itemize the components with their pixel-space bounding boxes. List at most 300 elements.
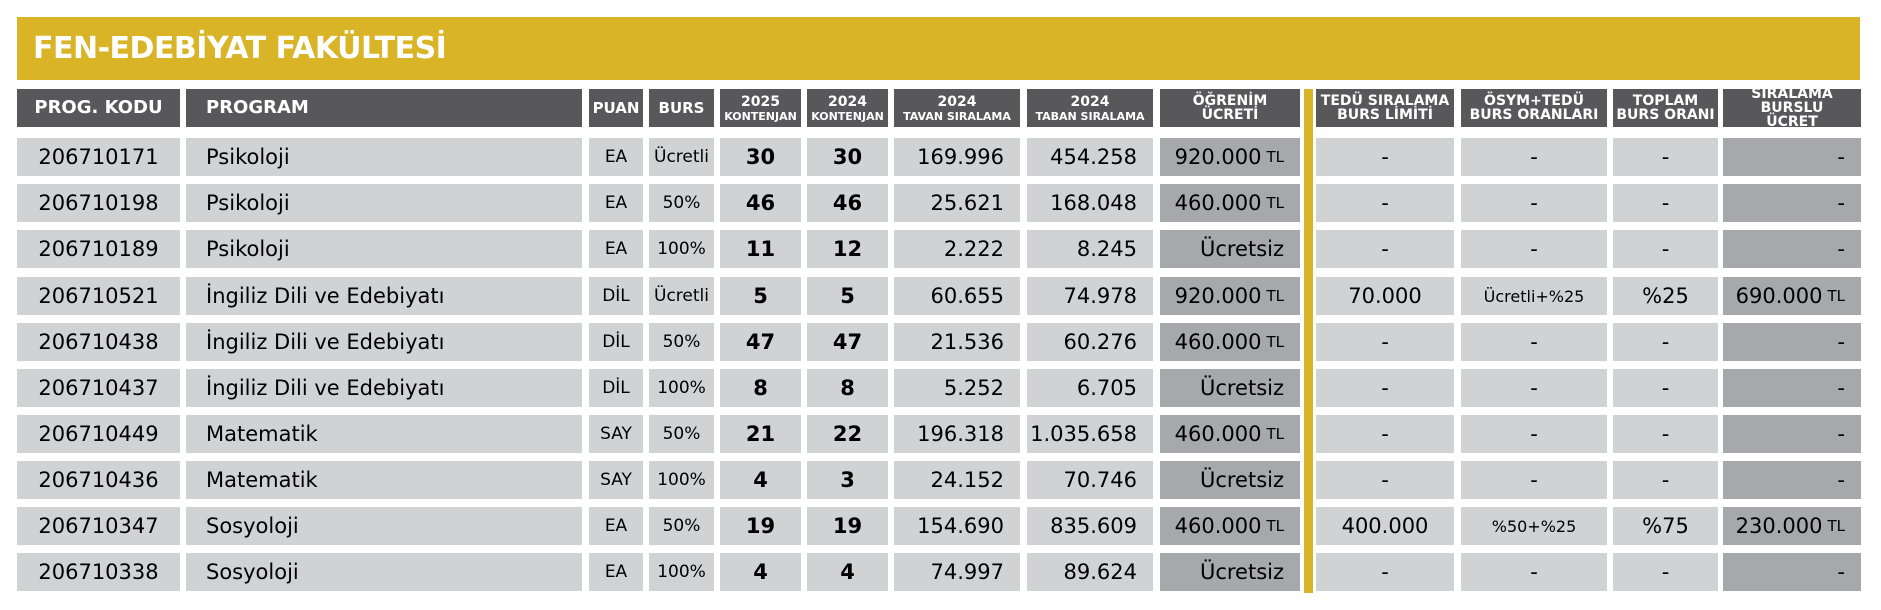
k2025-value: 5 xyxy=(753,284,768,308)
k2024-value: 12 xyxy=(832,237,863,261)
program-value: Matematik xyxy=(206,468,318,492)
cell-tavan xyxy=(894,553,1020,591)
cell-kod xyxy=(17,323,180,361)
header-k2025 xyxy=(720,89,801,127)
cell-sb xyxy=(1723,277,1861,315)
osym-value: - xyxy=(1530,237,1538,261)
program-value: İngiliz Dili ve Edebiyatı xyxy=(206,330,445,354)
cell-k2025 xyxy=(720,415,801,453)
k2024-value: 30 xyxy=(832,145,863,169)
cell-puan xyxy=(589,369,643,407)
cell-taban xyxy=(1027,323,1153,361)
header-toplam xyxy=(1613,89,1718,127)
tavan-value: 5.252 xyxy=(943,376,1004,400)
header-puan: PUAN xyxy=(589,89,643,127)
currency-label: TL xyxy=(1266,517,1284,535)
k2024-value: 46 xyxy=(832,191,863,215)
header-toplam-line1: TOPLAM xyxy=(1632,93,1699,109)
header-taban xyxy=(1027,89,1153,127)
cell-sb xyxy=(1723,461,1861,499)
program-value: Sosyoloji xyxy=(206,514,299,538)
cell-sb xyxy=(1723,369,1861,407)
program-value: Sosyoloji xyxy=(206,560,299,584)
cell-kod xyxy=(17,461,180,499)
cell-toplam xyxy=(1613,277,1718,315)
tavan-value: 25.621 xyxy=(930,191,1004,215)
cell-puan xyxy=(589,553,643,591)
cell-k2024 xyxy=(807,277,888,315)
cell-taban xyxy=(1027,138,1153,176)
cell-k2025 xyxy=(720,138,801,176)
faculty-title-banner xyxy=(17,17,1860,80)
cell-sb xyxy=(1723,553,1861,591)
cell-sb xyxy=(1723,230,1861,268)
currency-label: TL xyxy=(1266,425,1284,443)
cell-ucret xyxy=(1160,553,1300,591)
taban-value: 6.705 xyxy=(1076,376,1137,400)
sb-value: - xyxy=(1837,468,1845,492)
puan-value: DİL xyxy=(602,332,630,352)
cell-toplam xyxy=(1613,184,1718,222)
cell-kod xyxy=(17,277,180,315)
cell-toplam xyxy=(1613,138,1718,176)
sb-value: - xyxy=(1837,560,1845,584)
sb-value: - xyxy=(1837,422,1845,446)
osym-value: - xyxy=(1530,330,1538,354)
tedu-value: - xyxy=(1381,330,1389,354)
cell-sb xyxy=(1723,507,1861,545)
header-ucret xyxy=(1160,89,1300,127)
cell-osym xyxy=(1461,369,1607,407)
puan-value: EA xyxy=(604,562,628,582)
cell-burs xyxy=(649,323,714,361)
cell-taban xyxy=(1027,553,1153,591)
cell-k2025 xyxy=(720,553,801,591)
toplam-value: - xyxy=(1661,376,1670,400)
cell-burs xyxy=(649,277,714,315)
tavan-value: 21.536 xyxy=(930,330,1004,354)
cell-osym xyxy=(1461,323,1607,361)
burs-value: Ücretli xyxy=(654,147,709,167)
toplam-value: - xyxy=(1661,330,1670,354)
cell-tedu xyxy=(1316,461,1454,499)
program-value: Matematik xyxy=(206,422,318,446)
taban-value: 835.609 xyxy=(1050,514,1137,538)
cell-taban xyxy=(1027,277,1153,315)
faculty-title: FEN-EDEBİYAT FAKÜLTESİ xyxy=(33,31,447,66)
header-program: PROGRAM xyxy=(186,89,582,127)
column-divider xyxy=(1304,89,1313,593)
cell-sb xyxy=(1723,415,1861,453)
k2025-value: 11 xyxy=(745,237,776,261)
cell-kod xyxy=(17,553,180,591)
cell-tavan xyxy=(894,369,1020,407)
k2024-value: 3 xyxy=(840,468,855,492)
osym-value: - xyxy=(1530,145,1538,169)
k2024-value: 19 xyxy=(832,514,863,538)
cell-toplam xyxy=(1613,323,1718,361)
cell-burs xyxy=(649,369,714,407)
cell-kod xyxy=(17,369,180,407)
ucret-value: 920.000 xyxy=(1174,145,1262,169)
puan-value: EA xyxy=(604,239,628,259)
osym-value: - xyxy=(1530,422,1538,446)
cell-ucret xyxy=(1160,415,1300,453)
cell-tedu xyxy=(1316,553,1454,591)
tavan-value: 2.222 xyxy=(943,237,1004,261)
taban-value: 60.276 xyxy=(1063,330,1137,354)
taban-value: 454.258 xyxy=(1050,145,1137,169)
cell-ucret xyxy=(1160,323,1300,361)
program-value: Psikoloji xyxy=(206,237,290,261)
k2025-value: 4 xyxy=(753,468,768,492)
sb-value: 230.000 xyxy=(1735,514,1823,538)
cell-k2025 xyxy=(720,369,801,407)
burs-value: 100% xyxy=(657,470,706,490)
currency-label: TL xyxy=(1266,148,1284,166)
cell-program xyxy=(186,553,582,591)
header-siralama-line2: ÜCRET xyxy=(1766,114,1818,130)
cell-program xyxy=(186,369,582,407)
burs-value: 50% xyxy=(662,193,701,213)
currency-label: TL xyxy=(1266,287,1284,305)
kod-value: 206710338 xyxy=(38,560,159,584)
ucret-value: 460.000 xyxy=(1174,330,1262,354)
header-osym xyxy=(1461,89,1607,127)
cell-ucret xyxy=(1160,138,1300,176)
header-k2024 xyxy=(807,89,888,127)
tedu-value: - xyxy=(1381,422,1389,446)
tavan-value: 154.690 xyxy=(917,514,1004,538)
k2024-value: 47 xyxy=(832,330,863,354)
ucret-value: Ücretsiz xyxy=(1199,376,1284,400)
cell-ucret xyxy=(1160,461,1300,499)
cell-toplam xyxy=(1613,369,1718,407)
tavan-value: 196.318 xyxy=(917,422,1004,446)
cell-puan xyxy=(589,323,643,361)
cell-puan xyxy=(589,277,643,315)
header-k2024-line2: KONTENJAN xyxy=(811,109,884,123)
taban-value: 74.978 xyxy=(1063,284,1137,308)
kod-value: 206710449 xyxy=(38,422,159,446)
tedu-value: 400.000 xyxy=(1341,514,1429,538)
cell-taban xyxy=(1027,369,1153,407)
toplam-value: - xyxy=(1661,422,1670,446)
cell-k2024 xyxy=(807,415,888,453)
header-siralama-line1: SIRALAMA BURSLU xyxy=(1751,86,1833,116)
cell-k2025 xyxy=(720,323,801,361)
osym-value: - xyxy=(1530,560,1538,584)
k2024-value: 8 xyxy=(840,376,855,400)
sb-value: - xyxy=(1837,330,1845,354)
ucret-value: 460.000 xyxy=(1174,422,1262,446)
cell-kod xyxy=(17,507,180,545)
cell-osym xyxy=(1461,138,1607,176)
puan-value: SAY xyxy=(600,424,632,444)
kod-value: 206710438 xyxy=(38,330,159,354)
toplam-value: %25 xyxy=(1642,284,1689,308)
cell-tedu xyxy=(1316,277,1454,315)
k2025-value: 30 xyxy=(745,145,776,169)
header-tedu-line1: TEDÜ SIRALAMA xyxy=(1320,93,1450,109)
cell-puan xyxy=(589,138,643,176)
taban-value: 168.048 xyxy=(1050,191,1137,215)
cell-tavan xyxy=(894,138,1020,176)
cell-k2024 xyxy=(807,369,888,407)
kod-value: 206710437 xyxy=(38,376,159,400)
cell-osym xyxy=(1461,553,1607,591)
cell-tavan xyxy=(894,415,1020,453)
cell-tedu xyxy=(1316,369,1454,407)
kod-value: 206710347 xyxy=(38,514,159,538)
cell-sb xyxy=(1723,138,1861,176)
currency-label: TL xyxy=(1266,333,1284,351)
ucret-value: Ücretsiz xyxy=(1199,560,1284,584)
cell-taban xyxy=(1027,415,1153,453)
header-taban-line2: TABAN SIRALAMA xyxy=(1035,109,1145,123)
program-value: Psikoloji xyxy=(206,145,290,169)
cell-osym xyxy=(1461,184,1607,222)
cell-program xyxy=(186,184,582,222)
burs-value: 100% xyxy=(657,378,706,398)
cell-k2024 xyxy=(807,184,888,222)
tavan-value: 24.152 xyxy=(930,468,1004,492)
cell-program xyxy=(186,461,582,499)
burs-value: 50% xyxy=(662,424,701,444)
tedu-value: - xyxy=(1381,191,1389,215)
cell-k2025 xyxy=(720,184,801,222)
cell-k2024 xyxy=(807,230,888,268)
header-tedu-line2: BURS LİMİTİ xyxy=(1337,107,1433,123)
toplam-value: - xyxy=(1661,560,1670,584)
header-tavan xyxy=(894,89,1020,127)
cell-burs xyxy=(649,553,714,591)
header-k2024-line1: 2024 xyxy=(828,93,867,110)
header-ucret-line1: ÖĞRENİM xyxy=(1192,93,1268,109)
header-tedu xyxy=(1316,89,1454,127)
currency-label: TL xyxy=(1827,517,1845,535)
cell-kod xyxy=(17,138,180,176)
osym-value: - xyxy=(1530,376,1538,400)
header-tavan-line1: 2024 xyxy=(937,93,977,110)
cell-k2025 xyxy=(720,230,801,268)
toplam-value: - xyxy=(1661,145,1670,169)
currency-label: TL xyxy=(1827,287,1845,305)
program-value: İngiliz Dili ve Edebiyatı xyxy=(206,284,445,308)
cell-taban xyxy=(1027,507,1153,545)
header-taban-line1: 2024 xyxy=(1070,93,1110,110)
puan-value: EA xyxy=(604,193,628,213)
cell-osym xyxy=(1461,277,1607,315)
cell-k2024 xyxy=(807,323,888,361)
taban-value: 8.245 xyxy=(1076,237,1137,261)
ucret-value: Ücretsiz xyxy=(1199,237,1284,261)
k2024-value: 5 xyxy=(840,284,855,308)
cell-puan xyxy=(589,230,643,268)
k2025-value: 19 xyxy=(745,514,776,538)
taban-value: 1.035.658 xyxy=(1030,422,1137,446)
tavan-value: 74.997 xyxy=(930,560,1004,584)
cell-puan xyxy=(589,415,643,453)
kod-value: 206710198 xyxy=(38,191,159,215)
cell-kod xyxy=(17,184,180,222)
tedu-value: 70.000 xyxy=(1348,284,1422,308)
cell-ucret xyxy=(1160,277,1300,315)
cell-tavan xyxy=(894,507,1020,545)
taban-value: 89.624 xyxy=(1063,560,1137,584)
puan-value: EA xyxy=(604,516,628,536)
cell-taban xyxy=(1027,230,1153,268)
sb-value: - xyxy=(1837,145,1845,169)
header-osym-line2: BURS ORANLARI xyxy=(1469,107,1599,123)
header-ucret-line2: ÜCRETİ xyxy=(1201,107,1259,123)
cell-osym xyxy=(1461,415,1607,453)
burs-value: Ücretli xyxy=(654,286,709,306)
cell-burs xyxy=(649,507,714,545)
kod-value: 206710171 xyxy=(38,145,159,169)
cell-burs xyxy=(649,184,714,222)
cell-k2025 xyxy=(720,461,801,499)
cell-burs xyxy=(649,230,714,268)
cell-osym xyxy=(1461,461,1607,499)
toplam-value: - xyxy=(1661,468,1670,492)
cell-tavan xyxy=(894,323,1020,361)
cell-burs xyxy=(649,415,714,453)
k2024-value: 22 xyxy=(832,422,863,446)
toplam-value: - xyxy=(1661,237,1670,261)
cell-program xyxy=(186,323,582,361)
ucret-value: Ücretsiz xyxy=(1199,468,1284,492)
cell-tavan xyxy=(894,461,1020,499)
tedu-value: - xyxy=(1381,237,1389,261)
puan-value: SAY xyxy=(600,470,632,490)
ucret-value: 460.000 xyxy=(1174,514,1262,538)
cell-k2024 xyxy=(807,553,888,591)
cell-tedu xyxy=(1316,415,1454,453)
header-k2025-line2: KONTENJAN xyxy=(724,109,797,123)
cell-tedu xyxy=(1316,230,1454,268)
puan-value: DİL xyxy=(602,378,630,398)
toplam-value: - xyxy=(1661,191,1670,215)
header-toplam-line2: BURS ORANI xyxy=(1616,107,1715,123)
cell-puan xyxy=(589,184,643,222)
burs-value: 50% xyxy=(662,516,701,536)
cell-tedu xyxy=(1316,507,1454,545)
cell-ucret xyxy=(1160,230,1300,268)
cell-tedu xyxy=(1316,138,1454,176)
tavan-value: 60.655 xyxy=(930,284,1004,308)
burs-value: 100% xyxy=(657,562,706,582)
cell-sb xyxy=(1723,323,1861,361)
cell-toplam xyxy=(1613,230,1718,268)
cell-puan xyxy=(589,461,643,499)
sb-value: 690.000 xyxy=(1735,284,1823,308)
taban-value: 70.746 xyxy=(1063,468,1137,492)
cell-tavan xyxy=(894,277,1020,315)
cell-ucret xyxy=(1160,369,1300,407)
puan-value: EA xyxy=(604,147,628,167)
kod-value: 206710189 xyxy=(38,237,159,261)
toplam-value: %75 xyxy=(1642,514,1689,538)
cell-osym xyxy=(1461,230,1607,268)
k2025-value: 8 xyxy=(753,376,768,400)
cell-tedu xyxy=(1316,184,1454,222)
k2025-value: 4 xyxy=(753,560,768,584)
k2025-value: 47 xyxy=(745,330,776,354)
program-value: Psikoloji xyxy=(206,191,290,215)
k2025-value: 21 xyxy=(745,422,776,446)
sb-value: - xyxy=(1837,191,1845,215)
kod-value: 206710436 xyxy=(38,468,159,492)
cell-toplam xyxy=(1613,461,1718,499)
tavan-value: 169.996 xyxy=(917,145,1004,169)
cell-program xyxy=(186,415,582,453)
cell-program xyxy=(186,138,582,176)
ucret-value: 920.000 xyxy=(1174,284,1262,308)
header-burs: BURS xyxy=(649,89,714,127)
cell-program xyxy=(186,230,582,268)
program-value: İngiliz Dili ve Edebiyatı xyxy=(206,376,445,400)
tedu-value: - xyxy=(1381,376,1389,400)
cell-kod xyxy=(17,230,180,268)
osym-value: - xyxy=(1530,191,1538,215)
tedu-value: - xyxy=(1381,145,1389,169)
burs-value: 50% xyxy=(662,332,701,352)
header-osym-line1: ÖSYM+TEDÜ xyxy=(1484,93,1584,109)
ucret-value: 460.000 xyxy=(1174,191,1262,215)
osym-value: - xyxy=(1530,468,1538,492)
osym-value: %50+%25 xyxy=(1491,516,1577,536)
cell-burs xyxy=(649,138,714,176)
cell-toplam xyxy=(1613,415,1718,453)
cell-ucret xyxy=(1160,184,1300,222)
cell-puan xyxy=(589,507,643,545)
sb-value: - xyxy=(1837,237,1845,261)
cell-osym xyxy=(1461,507,1607,545)
kod-value: 206710521 xyxy=(38,284,159,308)
cell-toplam xyxy=(1613,553,1718,591)
cell-sb xyxy=(1723,184,1861,222)
osym-value: Ücretli+%25 xyxy=(1483,286,1585,306)
cell-k2024 xyxy=(807,507,888,545)
header-siralama xyxy=(1723,86,1861,130)
cell-burs xyxy=(649,461,714,499)
cell-tavan xyxy=(894,230,1020,268)
tedu-value: - xyxy=(1381,468,1389,492)
cell-k2025 xyxy=(720,277,801,315)
cell-kod xyxy=(17,415,180,453)
k2024-value: 4 xyxy=(840,560,855,584)
cell-k2024 xyxy=(807,138,888,176)
header-tavan-line2: TAVAN SIRALAMA xyxy=(903,109,1011,123)
header-k2025-line1: 2025 xyxy=(741,93,780,110)
header-kod: PROG. KODU xyxy=(17,89,180,127)
burs-value: 100% xyxy=(657,239,706,259)
cell-toplam xyxy=(1613,507,1718,545)
cell-program xyxy=(186,277,582,315)
tedu-value: - xyxy=(1381,560,1389,584)
sb-value: - xyxy=(1837,376,1845,400)
currency-label: TL xyxy=(1266,194,1284,212)
k2025-value: 46 xyxy=(745,191,776,215)
cell-program xyxy=(186,507,582,545)
cell-tavan xyxy=(894,184,1020,222)
cell-taban xyxy=(1027,461,1153,499)
cell-tedu xyxy=(1316,323,1454,361)
cell-ucret xyxy=(1160,507,1300,545)
cell-k2024 xyxy=(807,461,888,499)
puan-value: DİL xyxy=(602,286,630,306)
